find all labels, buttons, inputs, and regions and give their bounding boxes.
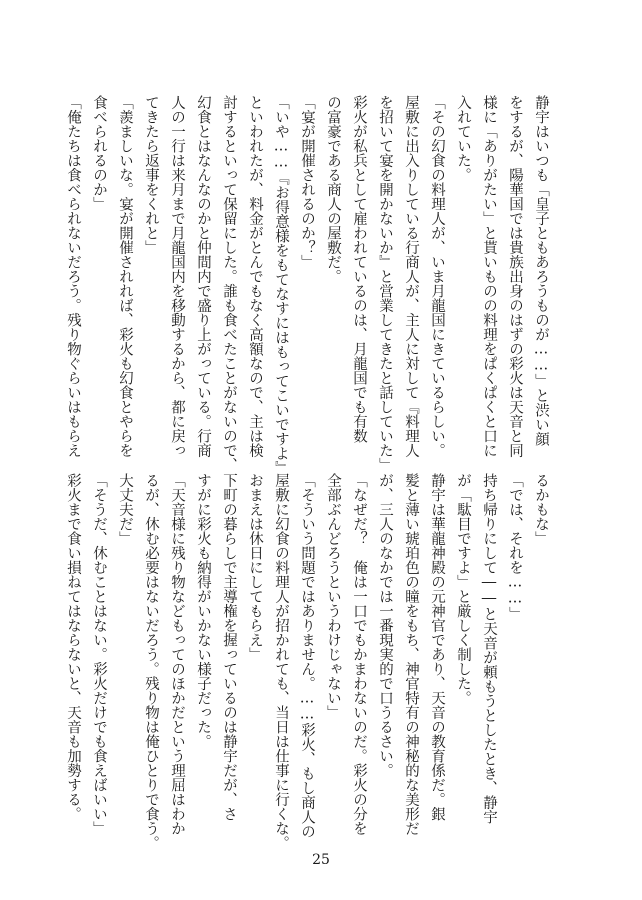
text-column: 静宇は華龍神殿の元神官であり、天音の教育係だ。銀 [429, 473, 445, 821]
text-column: 彩火が私兵として雇われているのは、月龍国でも有数 [351, 95, 367, 443]
text-column: 髪と薄い琥珀色の瞳をもち、神官特有の神秘的な美形だ [403, 473, 419, 836]
text-column: てきたら返事をくれと」 [143, 95, 159, 255]
text-column: 下町の暮らしで主導権を握っているのは静宇だが、さ [221, 473, 237, 821]
text-column: 幻食とはなんなのかと仲間内で盛り上がっている。行商 [195, 95, 211, 458]
text-column: 彩火まで食い損ねてはならないと、天音も加勢する。 [65, 473, 81, 821]
text-column: 様に「ありがたい」と貰いものの料理をぱくぱくと口に [481, 95, 497, 458]
text-block-lower [60, 473, 554, 850]
text-column: 屋敷に出入りしている行商人が、主人に対して『料理人 [403, 95, 419, 458]
text-column: 「その幻食の料理人が、いま月龍国にきているらしい。 [429, 95, 445, 458]
text-column: 「なぜだ？ 俺は一口でもかまわないのだ。彩火の分を [351, 473, 367, 836]
text-column: 「宴が開催されるのか？」 [299, 95, 315, 269]
text-column: 大丈夫だ」 [117, 473, 133, 546]
text-column: をするが、陽華国では貴族出身のはずの彩火は天音と同 [507, 95, 523, 458]
text-block-upper [60, 95, 554, 475]
text-column: るかもな」 [533, 473, 549, 546]
text-column: 「俺たちは食べられないだろう。残り物ぐらいはもらえ [65, 95, 81, 458]
text-column: が、三人のなかでは一番現実的で口うるさい。 [377, 473, 393, 778]
text-column: 人の一行は来月まで月龍国内を移動するから、都に戻っ [169, 95, 185, 458]
text-column: 屋敷に幻食の料理人が招かれても、当日は仕事に行くな。 [273, 473, 289, 850]
text-column: 討するといって保留にした。誰も食べたことがないので、 [221, 95, 237, 472]
page-number: 25 [312, 852, 330, 868]
text-column: 「羨ましいな。宴が開催されれば、彩火も幻食とやらを [117, 95, 133, 458]
text-column: を招いて宴を開かないか』と営業してきたと話していた」 [377, 95, 393, 472]
text-column: 持ち帰りにして――と天音が頼もうとしたとき、静宇 [481, 473, 497, 824]
text-column: 「いや……『お得意様をもてなすにはもってこいですよ』 [273, 95, 289, 475]
text-column: 入れていた。 [455, 95, 471, 182]
text-column: おまえは休日にしてもらえ」 [247, 473, 263, 662]
text-column: といわれたが、料金がとんでもなく高額なので、主は検 [247, 95, 263, 458]
text-column: が「駄目ですよ」と厳しく制した。 [455, 473, 471, 705]
text-column: 食べられるのか」 [91, 95, 107, 211]
text-column: 全部ぶんどろうというわけじゃない」 [325, 473, 341, 720]
text-column: すがに彩火も納得がいかない様子だった。 [195, 473, 211, 749]
text-column: るが、休む必要はないだろう。残り物は俺ひとりで食う。 [143, 473, 159, 850]
text-column: 「天音様に残り物などもってのほかだという理屈はわか [169, 473, 185, 836]
text-column: 「そうだ、休むことはない。彩火だけでも食えばいい」 [91, 473, 107, 836]
text-column: 静宇はいつも「皇子ともあろうものが……」と渋い顔 [533, 95, 549, 446]
text-column: 「では、それを……」 [507, 473, 523, 621]
text-column: の富豪である商人の屋敷だ。 [325, 95, 341, 284]
text-column: 「そういう問題ではありません。……彩火、もし商人の [299, 473, 315, 839]
